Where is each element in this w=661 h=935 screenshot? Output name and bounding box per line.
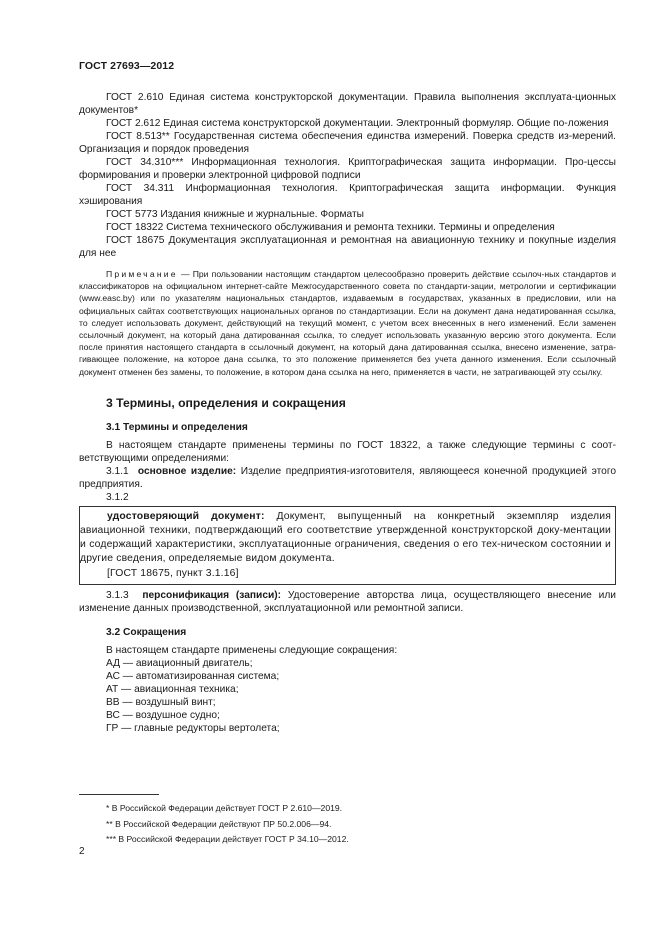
note-paragraph [79, 268, 616, 378]
footnote-divider [79, 794, 159, 795]
term-definition: Удостоверение авторства лица, осуществляющего внесение или изменение данных производственной, эксплуатационной или ремонтной записи. [79, 589, 616, 614]
footnote-item: * В Российской Федерации действует ГОСТ Р 2.610—2019. [106, 803, 343, 813]
term-3-1-2 [80, 510, 611, 567]
abbreviation-item: ВВ — воздушный винт; [106, 696, 216, 708]
page-header: ГОСТ 27693—2012 [79, 60, 175, 72]
abbreviations-intro: В настоящем стандарте применены следующие сокращения: [106, 644, 398, 656]
term-source: [ГОСТ 18675, пункт 3.1.16] [107, 567, 239, 579]
footnote-item: ** В Российской Федерации действуют ПР 50.2.006—94. [106, 818, 332, 829]
term-name: основное изделие: [137, 465, 237, 477]
reference-item: ГОСТ 18322 Система технического обслуживания и ремонта техники. Термины и определения [106, 222, 555, 233]
term-3-1-3 [79, 589, 616, 615]
abbreviation-item: АС — автоматизированная система; [106, 670, 280, 682]
reference-item: ГОСТ 2.612 Единая система конструкторской документации. Электронный формуляр. Общие по-ложения [106, 118, 609, 129]
term-definition: Изделие предприятия-изготовителя, являющееся конечной продукцией этого предприятия. [79, 465, 616, 490]
page-content [79, 91, 616, 735]
reference-item: ГОСТ 34.311 Информационная технология. Криптографическая защита информации. Функция хэширования [79, 183, 616, 207]
reference-item: ГОСТ 34.310*** Информационная технология. Криптографическая защита информации. Про-цессы формирования и проверки электронной цифровой подписи [79, 157, 616, 181]
term-name: персонификация (записи): [142, 589, 282, 601]
reference-item: ГОСТ 18675 Документация эксплуатационная и ремонтная на авиационную технику и покупные изделия для нее [79, 235, 616, 259]
reference-item: ГОСТ 8.513** Государственная система обеспечения единства измерений. Поверка средств из-мерений. Организация и порядок проведения [79, 131, 616, 155]
term-name: удостоверяющий документ: [107, 510, 265, 522]
footnote-item: *** В Российской Федерации действует ГОСТ Р 34.10—2012. [106, 834, 349, 844]
terms-intro: В настоящем стандарте применены термины по ГОСТ 18322, а также следующие термины с соот-ветствующими определениями: [79, 439, 616, 464]
reference-item: ГОСТ 2.610 Единая система конструкторской документации. Правила выполнения эксплуата-ционных документов* [79, 92, 616, 116]
section-3-heading: 3 Термины, определения и сокращения [106, 395, 346, 410]
footnotes [79, 794, 616, 849]
subsection-3-1-heading: 3.1 Термины и определения [106, 421, 248, 433]
term-definition: Документ, выпущенный на конкретный экземпляр изделия авиационной техники, подтверждающий его соответствие утвержденной конструкторской доку-ментации и содержащий характеристики, эксплуатационные ограничения, сведения о его тех-ническом состоянии и другие сведения, определяемые видом документа. [80, 510, 611, 565]
abbreviation-item: АД — авиационный двигатель; [106, 657, 253, 669]
term-3-1-1 [79, 465, 616, 491]
note-text: — При пользовании настоящим стандартом целесообразно проверить действие ссылоч-ных стандартов и классификаторов на официальном интернет-сайте Межгосударственного совета по стандарти-зации, метрологии и сертификации (www.easc.by) или по указателям национальных стандартов, издаваемым в государствах, указанных в предисловии, или на официальных сайтах соответствующих национальных органов по стандартизации. Если на документ дана недатированная ссылка, то следует использовать документ, действующий на текущий момент, с учетом всех внесенных в него изменений. Если заменен ссылочный документ, на который дана датированная ссылка, то следует использовать указанную версию этого документа. Если после принятия настоящего стандарта в ссылочный документ, на который дана датированная ссылка, внесено изменение, затра-гивающее положение, на которое дана ссылка, то это положение применяется без учета данного изменения. Если ссылочный документ отменен без замены, то положение, в котором дана ссылка на него, применяется в части, не затрагивающей эту ссылку. [79, 269, 616, 377]
normative-references [79, 91, 616, 260]
term-3-1-2-number: 3.1.2 [106, 491, 129, 503]
abbreviation-item: АТ — авиационная техника; [106, 683, 239, 695]
reference-item: ГОСТ 5773 Издания книжные и журнальные. Форматы [106, 209, 364, 220]
term-number: 3.1.1 [106, 465, 129, 477]
abbreviation-item: ВС — воздушное судно; [106, 709, 220, 721]
page-number: 2 [79, 846, 85, 857]
note-label: Примечание [106, 269, 178, 279]
term-3-1-2-box [79, 506, 616, 585]
subsection-3-2-heading: 3.2 Сокращения [106, 626, 187, 638]
note-block [79, 268, 616, 378]
abbreviation-item: ГР — главные редукторы вертолета; [106, 722, 280, 734]
abbreviation-list [79, 657, 616, 735]
term-number: 3.1.3 [106, 589, 129, 601]
